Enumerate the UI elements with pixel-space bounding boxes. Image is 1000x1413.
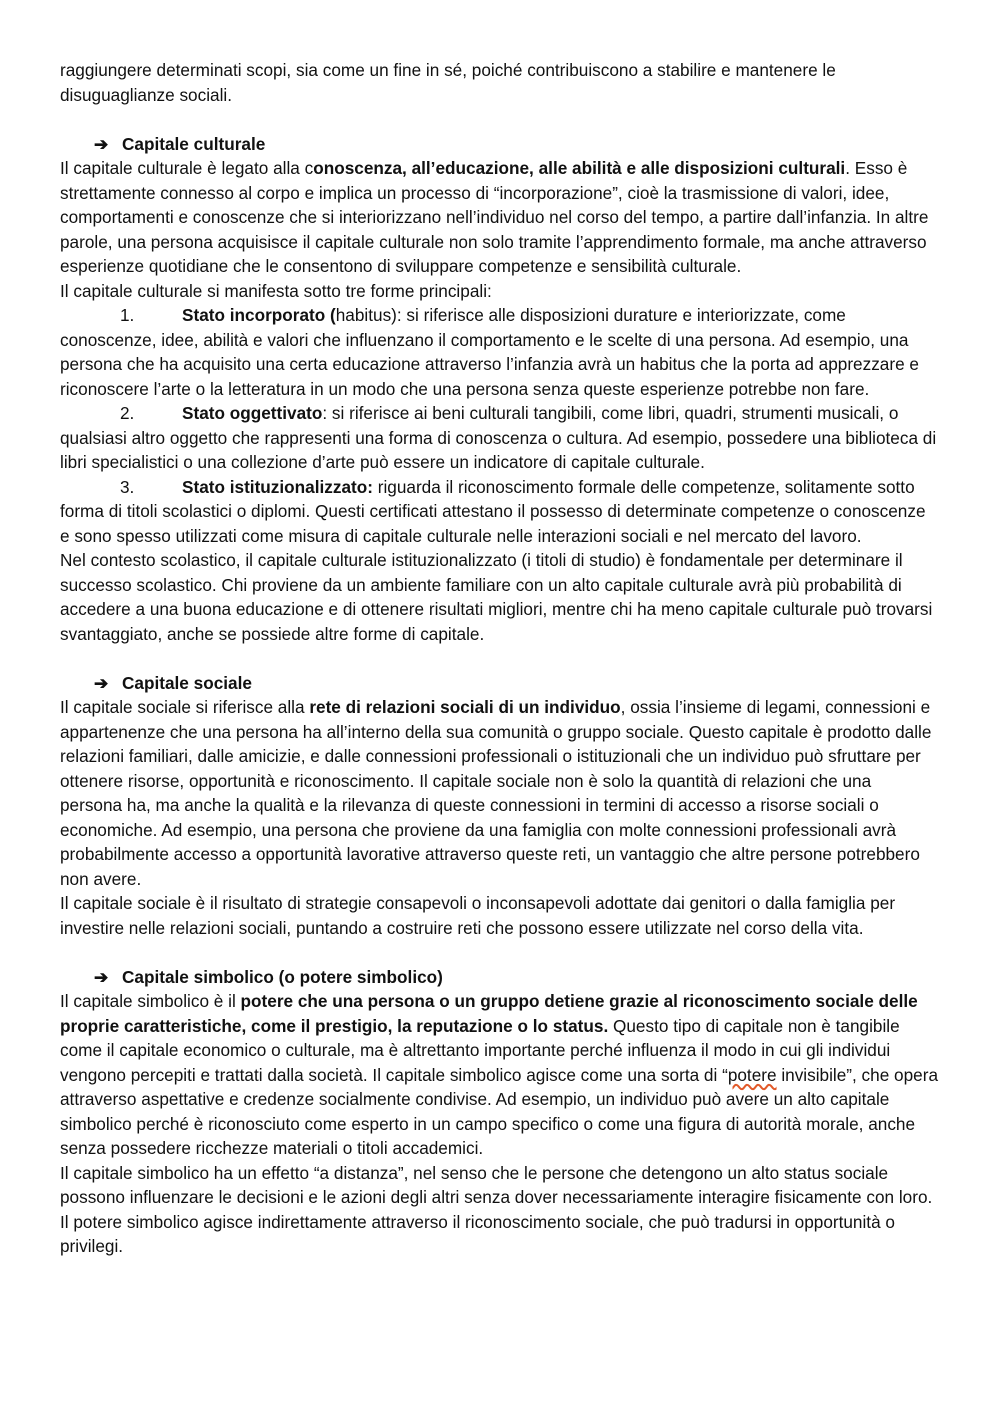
list-item [60, 303, 938, 401]
text-run: Il capitale simbolico è il [60, 991, 241, 1011]
simbolico-paragraph-1 [60, 989, 938, 1161]
list-term: Stato incorporato ( [182, 305, 336, 325]
list-item [60, 401, 938, 475]
text-run: Il capitale culturale è legato alla c [60, 158, 314, 178]
section-heading-simbolico [60, 965, 938, 990]
text-run: invisibile”, che opera attraverso aspettative e credenze socialmente condivise. Ad esempio, un individuo può avere un alto capitale simbolico perché è riconosciuto come esperto in un campo specifico o come una figura di autorità morale, anche senza possedere ricchezze materiali o titoli accademici. [60, 1064, 938, 1158]
text-run: Questo tipo di capitale non è tangibile come il capitale economico o culturale, ma è altrettanto importante perché influenza il modo in cui gli individui vengono percepiti e trattati dalla società. Il capitale simbolico agisce come una sorta di “ [60, 1015, 900, 1085]
arrow-icon: ➔ [94, 672, 109, 693]
intro-paragraph: raggiungere determinati scopi, sia come un fine in sé, poiché contribuiscono a stabilire e mantenere le disuguaglianze sociali. [60, 60, 836, 105]
spacer [60, 107, 938, 132]
list-term: Stato oggettivato [182, 403, 323, 423]
culturale-paragraph-2: Il capitale culturale si manifesta sotto tre forme principali: [60, 280, 492, 301]
spellcheck-underlined-word: potere [727, 1064, 777, 1085]
text-run: . Esso è strettamente connesso al corpo e implica un processo di “incorporazione”, cioè la trasmissione di valori, idee, comportamenti e conoscenze che si interiorizzano nell’individuo nel corso del tempo, a partire dall’infanzia. In altre parole, una persona acquisisce il capitale culturale non solo tramite l’apprendimento formale, ma anche attraverso esperienze quotidiane che le consentono di sviluppare competenze e sensibilità culturale. [60, 158, 929, 276]
arrow-icon: ➔ [94, 966, 109, 987]
sociale-paragraph-2: Il capitale sociale è il risultato di strategie consapevoli o inconsapevoli adottate dai genitori o dalla famiglia per investire nelle relazioni sociali, puntando a costruire reti che possono essere utilizzate nel corso della vita. [60, 893, 896, 938]
arrow-icon: ➔ [94, 133, 109, 154]
culturale-paragraph-3: Nel contesto scolastico, il capitale culturale istituzionalizzato (i titoli di studio) è fondamentale per determinare il successo scolastico. Chi proviene da un ambiente familiare con un alto capitale culturale avrà più probabilità di accedere a una buona educazione e di ottenere risultati migliori, mentre chi ha meno capitale culturale può trovarsi svantaggiato, anche se possiede altre forme di capitale. [60, 550, 933, 644]
text-run: Il capitale sociale si riferisce alla [60, 697, 310, 717]
heading-text: Capitale culturale [122, 133, 266, 154]
text-run: , ossia l’insieme di legami, connessioni e appartenenze che una persona ha all’interno della sua comunità o gruppo sociale. Questo capitale è prodotto dalle relazioni familiari, dalle amicizie, e dalle connessioni professionali o istituzionali che un individuo può sfruttare per ottenere risorse, opportunità e riconoscimento. Il capitale sociale non è solo la quantità di relazioni che una persona ha, ma anche la qualità e la rilevanza di queste connessioni in termini di accesso a risorse sociali o economiche. Ad esempio, una persona che proviene da una famiglia con molte connessioni professionali avrà probabilmente accesso a opportunità lavorative attraverso queste reti, un vantaggio che altre persone potrebbero non avere. [60, 697, 932, 889]
list-number: 2. [120, 403, 135, 423]
heading-text: Capitale simbolico (o potere simbolico) [122, 966, 443, 987]
bold-text: potere che una persona o un gruppo detiene grazie al riconoscimento sociale delle proprie caratteristiche, come il prestigio, la reputazione o lo status. [60, 991, 918, 1036]
list-text: habitus): si riferisce alle disposizioni durature e interiorizzate, come conoscenze, idee, abilità e valori che influenzano il comportamento e le scelte di una persona. Ad esempio, una persona che ha acquisito una certa educazione attraverso l’infanzia avrà un habitus che la porta ad apprezzare e riconoscere l’arte o la letteratura in un modo che una persona senza queste esperienze potrebbe non fare. [60, 305, 919, 399]
bold-text: rete di relazioni sociali di un individuo [309, 697, 621, 717]
simbolico-paragraph-2: Il capitale simbolico ha un effetto “a distanza”, nel senso che le persone che detengono un alto status sociale possono influenzare le decisioni e le azioni degli altri senza dover necessariamente interagire fisicamente con loro. Il potere simbolico agisce indirettamente attraverso il riconoscimento sociale, che può tradursi in opportunità o privilegi. [60, 1162, 933, 1256]
spacer [60, 940, 938, 965]
heading-text: Capitale sociale [122, 672, 252, 693]
list-number: 3. [120, 476, 135, 497]
section-heading-culturale [60, 132, 938, 157]
list-text: riguarda il riconoscimento formale delle competenze, solitamente sotto forma di titoli scolastici o diplomi. Questi certificati attestano il possesso di determinate competenze o conoscenze e sono spesso utilizzati come misura di capitale culturale nelle interazioni sociali e nel mercato del lavoro. [60, 476, 926, 546]
spacer [60, 646, 938, 671]
culturale-paragraph-1 [60, 156, 938, 279]
list-number: 1. [120, 305, 135, 325]
bold-text: onoscenza, all’educazione, alle abilità e alle disposizioni culturali [313, 158, 846, 178]
list-item [60, 475, 938, 549]
section-heading-sociale [60, 671, 938, 696]
list-text: : si riferisce ai beni culturali tangibili, come libri, quadri, strumenti musicali, o qualsiasi altro oggetto che rappresenti una forma di conoscenza o cultura. Ad esempio, possedere una biblioteca di libri specialistici o una collezione d’arte può essere un indicatore di capitale culturale. [60, 403, 937, 472]
sociale-paragraph-1 [60, 695, 938, 891]
list-term: Stato istituzionalizzato: [182, 476, 373, 497]
